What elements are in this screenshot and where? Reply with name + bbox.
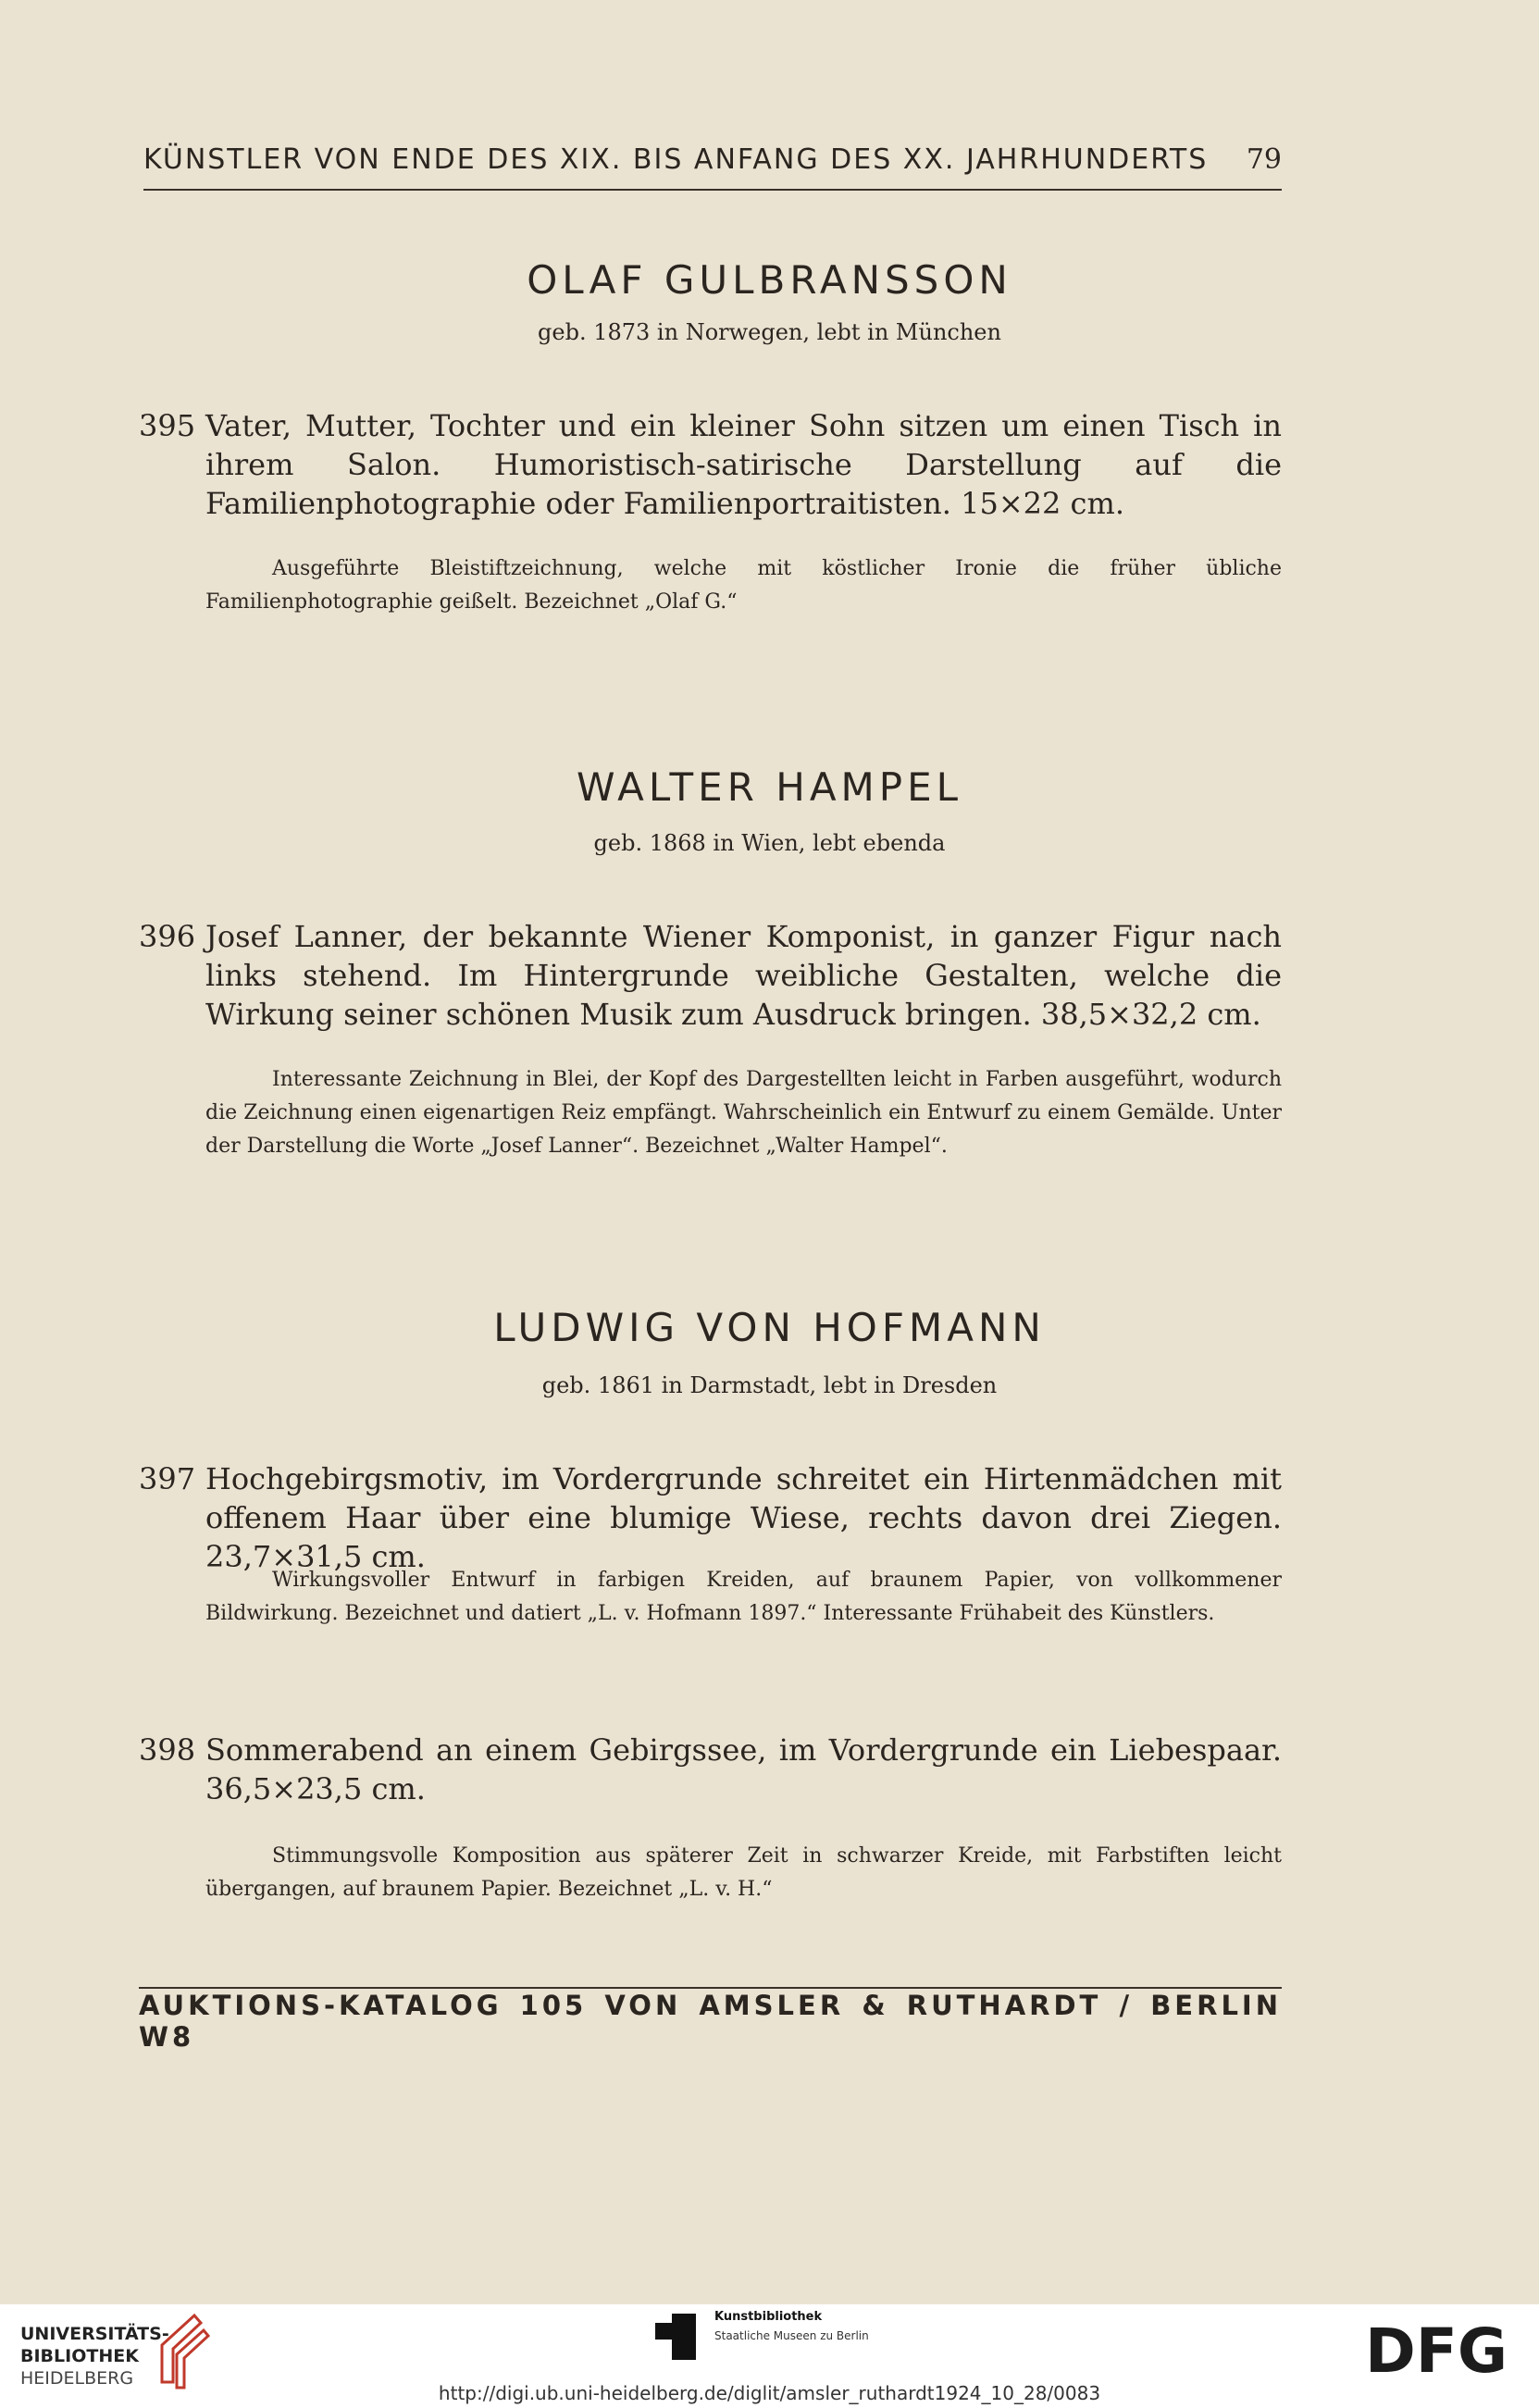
heidelberg-emblem-icon	[153, 2308, 217, 2391]
artist-life: geb. 1873 in Norwegen, lebt in München	[538, 319, 1001, 345]
artist-name: WALTER HAMPEL	[576, 764, 963, 810]
lot-entry	[139, 1459, 1282, 1576]
artist-name: OLAF GULBRANSSON	[527, 257, 1012, 303]
kunstbibliothek-label[interactable]: Kunstbibliothek Staatliche Museen zu Berlin	[714, 2310, 869, 2342]
lot-number: 397	[139, 1461, 196, 1496]
dfg-logo-text: DFG	[1365, 2318, 1508, 2383]
running-head	[143, 143, 1282, 191]
catalog-imprint: AUKTIONS-KATALOG 105 VON AMSLER & RUTHARDT / BERLIN W8	[139, 1990, 1282, 2053]
lot-description: Josef Lanner, der bekannte Wiener Komponist, in ganzer Figur nach links stehend. Im Hintergrunde weibliche Gestalten, welche die Wirkung seiner schönen Musik zum Ausdruck bringen. 38,5×32,2 cm.	[205, 919, 1282, 1032]
kunstbibliothek-logo-icon	[655, 2314, 696, 2360]
lot-note: Ausgeführte Bleistiftzeichnung, welche mit köstlicher Ironie die früher übliche Familienphotographie geißelt. Bezeichnet „Olaf G.“	[205, 557, 1282, 614]
dfg-logo-icon[interactable]	[1365, 2318, 1522, 2383]
footer-rule	[139, 1987, 1282, 1989]
lot-entry	[139, 1731, 1282, 1808]
artist-life: geb. 1868 in Wien, lebt ebenda	[593, 830, 946, 856]
lot-note: Stimmungsvolle Komposition aus späterer Zeit in schwarzer Kreide, mit Farbstiften leicht übergangen, auf braunem Papier. Bezeichnet „L. v. H.“	[205, 1844, 1282, 1901]
lot-entry	[139, 917, 1282, 1034]
lot-number: 395	[139, 408, 196, 443]
lot-number: 398	[139, 1732, 196, 1768]
artist-name: LUDWIG VON HOFMANN	[493, 1305, 1046, 1350]
permalink-url[interactable]: http://digi.ub.uni-heidelberg.de/diglit/amsler_ruthardt1924_10_28/0083	[438, 2382, 1101, 2404]
lot-description: Vater, Mutter, Tochter und ein kleiner Sohn sitzen um einen Tisch in ihrem Salon. Humoristisch-satirische Darstellung auf die Familienphotographie oder Familienportraitisten. 15×22 cm.	[205, 408, 1282, 521]
university-library-logo[interactable]: UNIVERSITÄTS- BIBLIOTHEK HEIDELBERG	[20, 2324, 169, 2389]
lot-number: 396	[139, 919, 196, 954]
page-number: 79	[1246, 143, 1282, 176]
running-title: KÜNSTLER VON ENDE DES XIX. BIS ANFANG DES XX. JAHRHUNDERTS	[143, 143, 1209, 176]
lot-description: Sommerabend an einem Gebirgssee, im Vordergrunde ein Liebespaar. 36,5×23,5 cm.	[205, 1732, 1282, 1806]
lot-note: Wirkungsvoller Entwurf in farbigen Kreiden, auf braunem Papier, von vollkommener Bildwirkung. Bezeichnet und datiert „L. v. Hofmann 1897.“ Interessante Frühabeit des Künstlers.	[205, 1569, 1282, 1625]
lot-note: Interessante Zeichnung in Blei, der Kopf des Dargestellten leicht in Farben ausgeführt, wodurch die Zeichnung einen eigenartigen Reiz empfängt. Wahrscheinlich ein Entwurf zu einem Gemälde. Unter der Darstellung die Worte „Josef Lanner“. Bezeichnet „Walter Hampel“.	[205, 1068, 1282, 1158]
artist-life: geb. 1861 in Darmstadt, lebt in Dresden	[541, 1372, 998, 1398]
lot-description: Hochgebirgsmotiv, im Vordergrunde schreitet ein Hirtenmädchen mit offenem Haar über eine blumige Wiese, rechts davon drei Ziegen. 23,7×31,5 cm.	[205, 1461, 1282, 1574]
lot-entry	[139, 406, 1282, 523]
